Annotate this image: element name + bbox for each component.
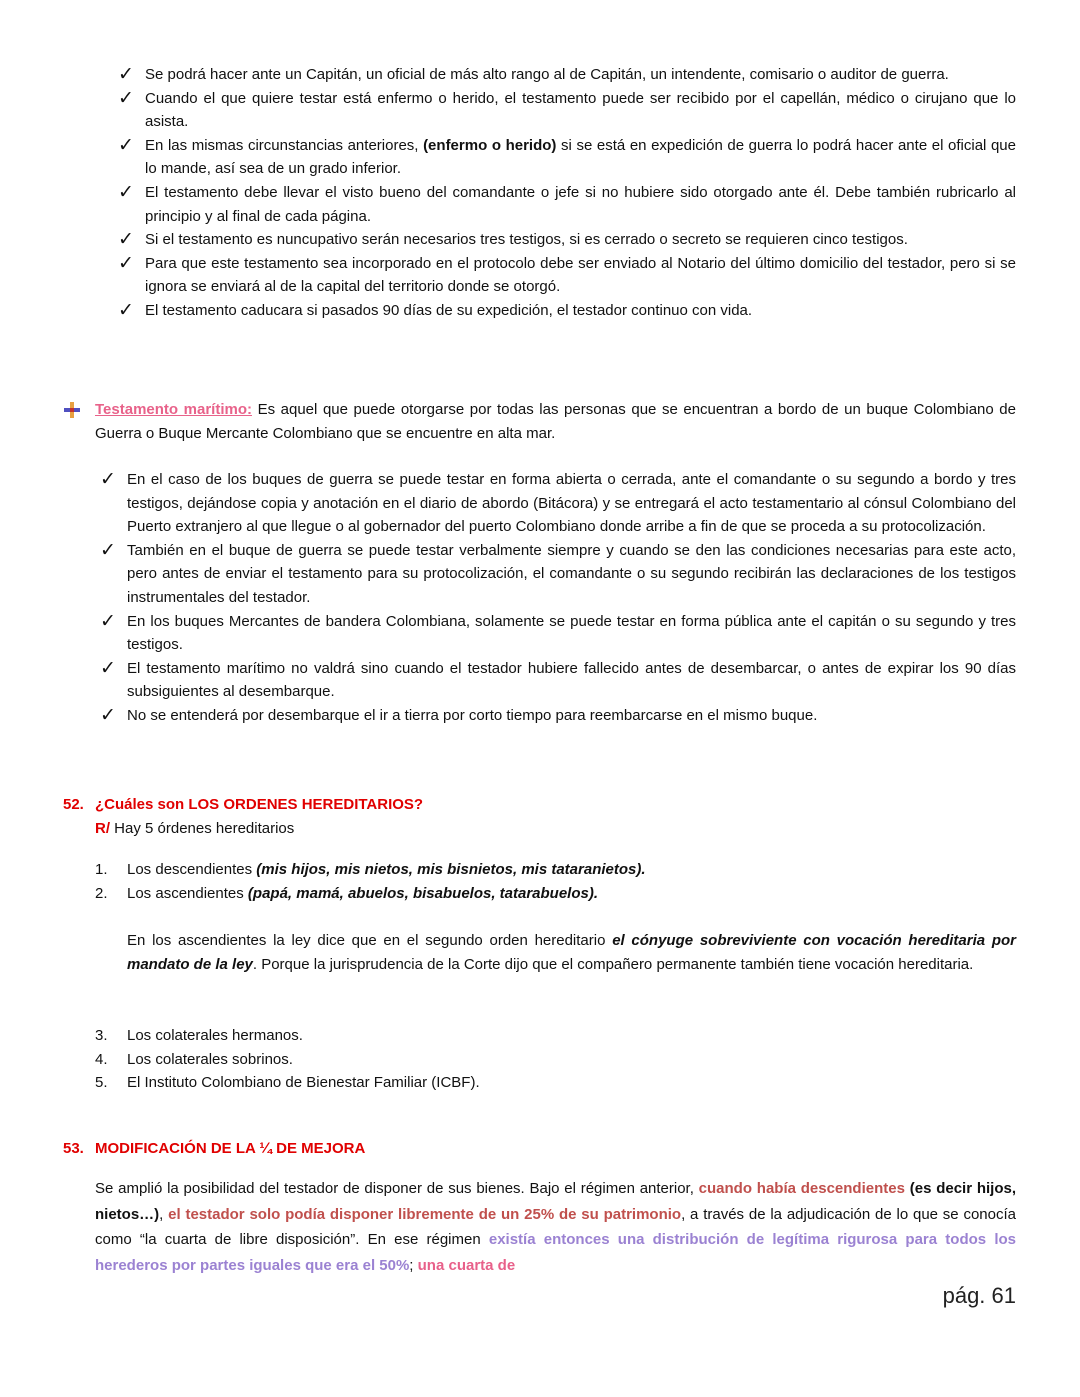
- list-item: [95, 1024, 1016, 1048]
- question-number: 53.: [63, 1140, 84, 1157]
- check-icon: ✓: [100, 657, 116, 679]
- list-item: [118, 228, 1016, 252]
- maritime-testament-paragraph: [63, 398, 1016, 445]
- item-text: Los ascendientes: [127, 884, 248, 902]
- item-number: 5.: [95, 1074, 108, 1092]
- item-text: El testamento marítimo no valdrá sino cuando el testador hubiere fallecido antes de desembarcar, o antes de expirar los 90 días subsiguientes al desembarque.: [127, 659, 1016, 701]
- list-item: [118, 87, 1016, 134]
- answer-text: Hay 5 órdenes hereditarios: [110, 819, 295, 837]
- para-highlight: existía entonces una distribución de legítima rigurosa para todos los herederos por partes iguales que era el 50%: [95, 1231, 1016, 1274]
- item-text: El Instituto Colombiano de Bienestar Familiar (ICBF).: [127, 1074, 480, 1092]
- item-text: Los colaterales hermanos.: [127, 1027, 303, 1044]
- question-title: MODIFICACIÓN DE LA ¼ DE MEJORA: [95, 1140, 366, 1157]
- check-icon: ✓: [118, 134, 134, 156]
- list-item: [118, 63, 1016, 87]
- check-icon: ✓: [118, 299, 134, 321]
- item-text: Los descendientes: [127, 861, 257, 878]
- item-bold: (enfermo o herido): [423, 136, 557, 154]
- list-item: [118, 134, 1016, 181]
- para-text: ;: [409, 1256, 418, 1274]
- item-text: si se está en expedición de guerra lo podrá hacer ante el oficial que lo mande, así sea de un grado inferior.: [145, 136, 1016, 178]
- orders-list-b: [95, 1024, 1016, 1095]
- para-bold: (es decir hijos, nietos…): [95, 1180, 1016, 1223]
- item-number: 2.: [95, 884, 108, 902]
- list-item: [100, 657, 1016, 704]
- item-text: Cuando el que quiere testar está enfermo o herido, el testamento puede ser recibido por el capellán, médico o cirujano que lo asista.: [145, 89, 1016, 131]
- check-icon: ✓: [118, 87, 134, 109]
- maritime-list: [100, 468, 1016, 728]
- list-item: [118, 181, 1016, 228]
- page-number: pág. 61: [942, 1283, 1016, 1308]
- item-number: 3.: [95, 1027, 108, 1044]
- check-icon: ✓: [118, 64, 134, 85]
- item-emphasis: (mis hijos, mis nietos, mis bisnietos, mis tataranietos).: [256, 861, 646, 878]
- maritime-title: Testamento marítimo:: [95, 401, 252, 418]
- list-item: [95, 1048, 1016, 1072]
- item-text: Se podrá hacer ante un Capitán, un oficial de más alto rango al de Capitán, un intendente, comisario o auditor de guerra.: [145, 66, 949, 83]
- item-text: También en el buque de guerra se puede testar verbalmente siempre y cuando se den las condiciones necesarias para este acto, pero antes de enviar el testamento para su protocolización, el comandante o su segundo recibirán las declaraciones de los testigos instrumentales del testador.: [127, 541, 1016, 606]
- item-number: 4.: [95, 1050, 108, 1068]
- ascendants-note: [127, 929, 1016, 976]
- note-text: . Porque la jurisprudencia de la Corte dijo que el compañero permanente también tiene vocación hereditaria.: [252, 955, 974, 973]
- question-title: ¿Cuáles son LOS ORDENES HEREDITARIOS?: [95, 796, 424, 813]
- para-highlight: una cuarta de: [417, 1256, 516, 1274]
- list-item: [100, 539, 1016, 610]
- maritime-text: Es aquel que puede otorgarse por todas las personas que se encuentran a bordo de un buque Colombiano de Guerra o Buque Mercante Colombiano que se encuentre en alta mar.: [95, 401, 1016, 442]
- list-item: [100, 468, 1016, 539]
- item-text: El testamento caducara si pasados 90 días de su expedición, el testador continuo con vida.: [145, 301, 753, 319]
- check-icon: ✓: [118, 229, 134, 251]
- note-text: En los ascendientes la ley dice que en el segundo orden hereditario: [127, 932, 613, 949]
- check-icon: ✓: [100, 610, 116, 632]
- item-text: En el caso de los buques de guerra se puede testar en forma abierta o cerrada, ante el comandante o su segundo a bordo y tres testigos, dejándose copia y anotación en el diario de abordo (Bitácora) y se entregará el acto testamentario al cónsul Colombiano del Puerto extranjero al que llegue o al gobernador del puerto Colombiano donde arribe a fin de que se proceda a su protocolización.: [127, 471, 1016, 536]
- list-item: [100, 704, 1016, 728]
- item-text: El testamento debe llevar el visto bueno del comandante o jefe si no hubiere sido otorgado ante él. Debe también rubricarlo al principio y al final de cada página.: [145, 183, 1016, 225]
- orders-list-a: [95, 858, 1016, 905]
- list-item: [118, 299, 1016, 323]
- military-testament-list: [118, 63, 1016, 323]
- item-text: Para que este testamento sea incorporado en el protocolo debe ser enviado al Notario del último domicilio del testador, pero si se ignora se enviará al de la capital del territorio donde se otorgó.: [145, 254, 1016, 296]
- item-text: En las mismas circunstancias anteriores,: [145, 136, 424, 154]
- list-item: [118, 252, 1016, 299]
- item-text: Si el testamento es nuncupativo serán necesarios tres testigos, si es cerrado o secreto se requieren cinco testigos.: [145, 231, 908, 249]
- para-highlight: el testador solo podía disponer libremente de un 25% de su patrimonio: [168, 1205, 682, 1223]
- list-item: [100, 610, 1016, 657]
- para-text: , a través de la adjudicación de lo que se conocía como “la cuarta de libre disposición”. En ese régimen: [95, 1205, 1016, 1248]
- list-item: [95, 858, 1016, 882]
- item-text: En los buques Mercantes de bandera Colombiana, solamente se puede testar en forma pública ante el capitán o su segundo y tres testigos.: [127, 612, 1016, 654]
- para-text: ,: [159, 1205, 169, 1223]
- para-text: Se amplió la posibilidad del testador de disponer de sus bienes. Bajo el régimen anterior,: [95, 1180, 699, 1197]
- check-icon: ✓: [118, 181, 134, 203]
- question-52: [63, 793, 1016, 840]
- check-icon: ✓: [100, 469, 116, 490]
- question-number: 52.: [63, 796, 84, 813]
- check-icon: ✓: [118, 252, 134, 274]
- list-item: [95, 1071, 1016, 1095]
- check-icon: ✓: [100, 704, 116, 726]
- list-item: [95, 882, 1016, 906]
- item-text: Los colaterales sobrinos.: [127, 1050, 293, 1068]
- item-text: No se entenderá por desembarque el ir a tierra por corto tiempo para reembarcarse en el mismo buque.: [127, 706, 818, 724]
- check-icon: ✓: [100, 539, 116, 561]
- answer-prefix: R/: [95, 819, 110, 837]
- note-emphasis: el cónyuge sobreviviente con vocación hereditaria por mandato de la ley: [127, 932, 1016, 973]
- item-number: 1.: [95, 861, 108, 878]
- item-emphasis: (papá, mamá, abuelos, bisabuelos, tatarabuelos).: [247, 884, 599, 902]
- question-53-paragraph: [95, 1176, 1016, 1278]
- para-highlight: cuando había descendientes: [698, 1180, 905, 1197]
- question-53: [63, 1137, 1016, 1161]
